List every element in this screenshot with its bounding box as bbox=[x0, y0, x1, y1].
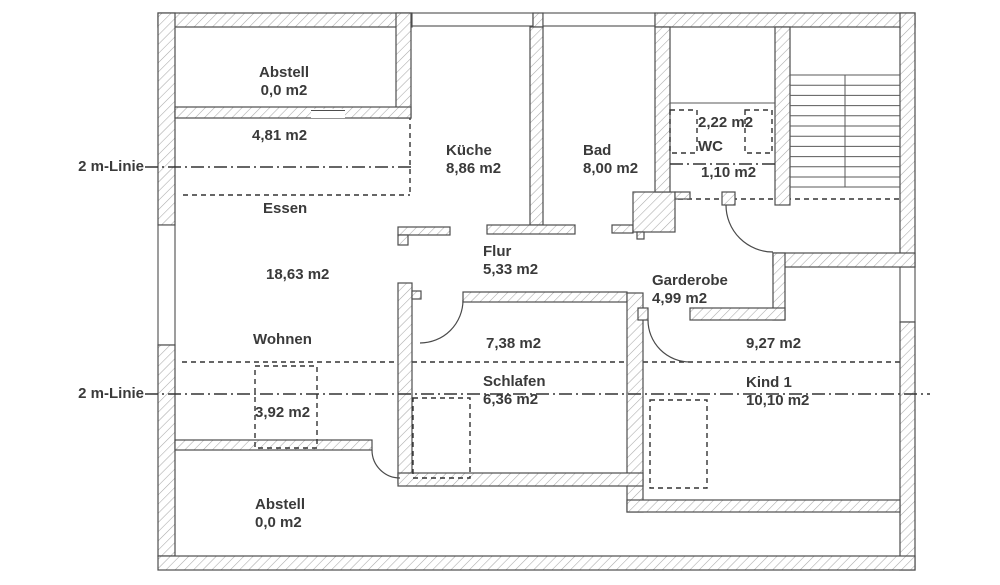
room-area: 6,36 m2 bbox=[483, 391, 539, 408]
annotation-two-m-line-bottom: 2 m-Linie bbox=[78, 385, 144, 402]
area-label-wc-upper: 2,22 m2 bbox=[698, 114, 754, 131]
room-label-garderobe bbox=[652, 272, 728, 308]
room-name: Garderobe bbox=[652, 272, 728, 289]
room-name: Schlafen bbox=[483, 373, 546, 390]
area-label-wohnen-main: 18,63 m2 bbox=[266, 266, 330, 283]
area-label-wohnen-lower: 3,92 m2 bbox=[255, 404, 311, 421]
area-label-wc-lower: 1,10 m2 bbox=[701, 164, 757, 181]
door-arcs bbox=[372, 205, 773, 478]
room-label-bad bbox=[583, 142, 638, 178]
room-name: Abstell bbox=[258, 64, 309, 81]
room-label-essen: Essen bbox=[263, 200, 308, 217]
room-area: 4,99 m2 bbox=[652, 290, 708, 307]
room-area: 0,0 m2 bbox=[255, 514, 302, 531]
staircase bbox=[790, 75, 900, 187]
room-area: 10,10 m2 bbox=[746, 392, 810, 409]
wc-door-arc bbox=[726, 205, 773, 252]
room-label-wc: WC bbox=[698, 138, 723, 155]
area-label-kind1-upper: 9,27 m2 bbox=[746, 335, 802, 352]
room-area: 5,33 m2 bbox=[483, 261, 539, 278]
area-label-essen-upper: 4,81 m2 bbox=[252, 127, 308, 144]
room-name: Abstell bbox=[255, 496, 306, 513]
room-label-kind1 bbox=[746, 374, 809, 410]
room-label-abstell-top bbox=[234, 64, 334, 100]
room-area: 8,86 m2 bbox=[446, 160, 502, 177]
room-label-kueche bbox=[446, 142, 501, 178]
room-area: 0,0 m2 bbox=[260, 82, 308, 99]
room-label-wohnen: Wohnen bbox=[253, 331, 312, 348]
room-name: Kind 1 bbox=[746, 374, 792, 391]
room-name: Bad bbox=[583, 142, 612, 159]
annotation-two-m-line-top: 2 m-Linie bbox=[78, 158, 144, 175]
abstell-door-arc bbox=[372, 450, 400, 478]
schlafen-door-arc bbox=[420, 300, 463, 343]
room-label-abstell-bottom bbox=[255, 496, 305, 532]
garderobe-door-arc bbox=[648, 320, 690, 362]
room-label-flur bbox=[483, 243, 538, 279]
room-area: 8,00 m2 bbox=[583, 160, 639, 177]
area-label-schlafen-upper: 7,38 m2 bbox=[486, 335, 542, 352]
room-name: Küche bbox=[446, 142, 492, 159]
room-name: Flur bbox=[483, 243, 512, 260]
room-label-schlafen bbox=[483, 373, 546, 409]
